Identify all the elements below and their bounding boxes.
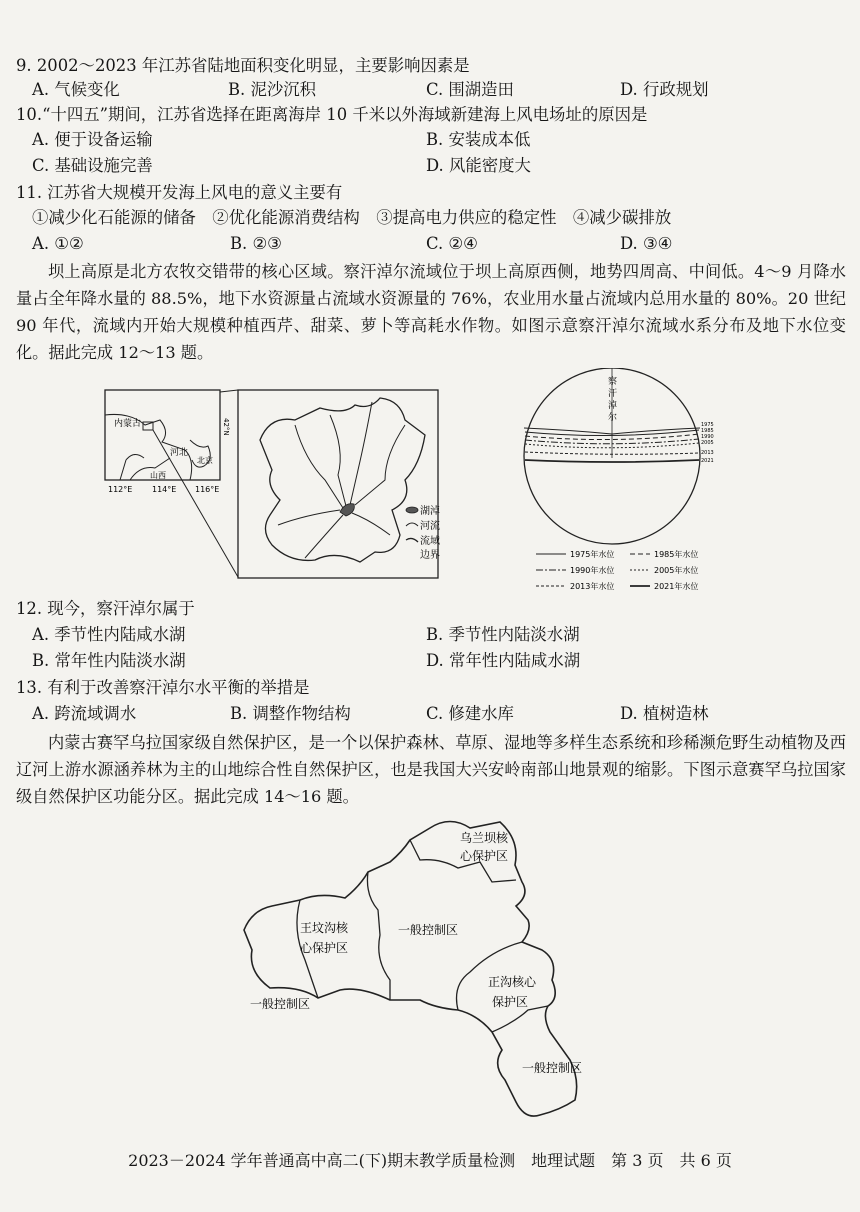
inset-label-beijing: 北京 bbox=[197, 456, 213, 465]
legend-river-symbol bbox=[406, 523, 418, 526]
q9-option-a: A. 气候变化 bbox=[32, 80, 120, 99]
q9-option-d: D. 行政规划 bbox=[620, 80, 709, 99]
inset-label-lon1: 112°E bbox=[108, 485, 133, 494]
basin-map-figure bbox=[100, 380, 440, 580]
page-footer: 2023－2024 学年普通高中高二(下)期末教学质量检测 地理试题 第 3 页 共 6 页 bbox=[128, 1151, 732, 1170]
profile-lake-name-2: 汗 bbox=[608, 389, 618, 399]
legend-river-label: 河流 bbox=[420, 521, 440, 532]
zone-label-general-center: 一般控制区 bbox=[398, 923, 459, 937]
inset-label-hebei: 河北 bbox=[170, 448, 189, 458]
basin-boundary bbox=[260, 398, 425, 562]
q12-option-d: D. 常年性内陆咸水湖 bbox=[426, 651, 581, 670]
legend-lake-label: 湖淖 bbox=[420, 506, 440, 517]
q12-stem: 12. 现今，察汗淖尔属于 bbox=[16, 599, 195, 618]
basin-map-frame bbox=[238, 390, 438, 578]
q13-stem: 13. 有利于改善察汗淖尔水平衡的举措是 bbox=[16, 678, 310, 697]
legend-boundary-label-1: 流域 bbox=[420, 536, 440, 547]
year-label-1990: 1990 bbox=[701, 434, 714, 440]
zone-label-zhenggou-1: 正沟核心 bbox=[488, 975, 537, 989]
inset-label-lon3: 116°E bbox=[195, 485, 220, 494]
water-level-profile bbox=[500, 368, 740, 594]
lake-chaganuoer bbox=[340, 504, 354, 516]
passage-chaganuoer: 坝上高原是北方农牧交错带的核心区域。察汗淖尔流域位于坝上高原西侧，地势四周高、中间低。4～9 月降水量占全年降水量的 88.5%，地下水资源量占流域水资源量的 76%，农业用水量占流域内总用水量的 80%。20 世纪 90 年代，流域内开始大规模种植西芹、甜菜、萝卜等高耗水作物。如图示意察汗淖尔流域水系分布及地下水位变化。据此完成 12～13 题。 bbox=[16, 262, 846, 362]
profile-lake-name-1: 察 bbox=[608, 377, 618, 387]
q12-option-b: B. 季节性内陆淡水湖 bbox=[426, 625, 580, 644]
profile-lake-name-4: 尔 bbox=[608, 413, 618, 423]
q13-option-a: A. 跨流域调水 bbox=[32, 704, 137, 723]
q9-stem: 9. 2002～2023 年江苏省陆地面积变化明显，主要影响因素是 bbox=[16, 56, 470, 75]
water-level-2021 bbox=[525, 460, 699, 462]
q12-option-c: B. 常年性内陆淡水湖 bbox=[32, 651, 186, 670]
zone-label-general-left: 一般控制区 bbox=[250, 997, 311, 1011]
legend-2005: 2005年水位 bbox=[654, 566, 699, 575]
river bbox=[305, 515, 343, 558]
reserve-zoning-map bbox=[230, 810, 630, 1130]
inset-label-nmg: 内蒙古 bbox=[114, 419, 142, 429]
zone-label-wulanba-2: 心保护区 bbox=[460, 849, 509, 863]
zone-label-wangjiagou-1: 王坟沟核 bbox=[300, 921, 349, 935]
q11-stem: 11. 江苏省大规模开发海上风电的意义主要有 bbox=[16, 183, 343, 202]
inset-label-lat: 42°N bbox=[222, 418, 230, 436]
legend-boundary-symbol bbox=[406, 538, 418, 542]
q10-option-a: A. 便于设备运输 bbox=[32, 130, 153, 149]
q11-option-d: D. ③④ bbox=[620, 234, 673, 253]
river bbox=[350, 402, 372, 505]
river bbox=[355, 425, 405, 505]
q11-option-a: A. ①② bbox=[32, 234, 84, 253]
zone-label-zhenggou-2: 保护区 bbox=[492, 995, 529, 1009]
river bbox=[278, 510, 340, 525]
q11-option-c: C. ②④ bbox=[426, 234, 478, 253]
q9-option-b: B. 泥沙沉积 bbox=[228, 80, 317, 99]
profile-lake-name-3: 淖 bbox=[608, 401, 618, 411]
passage-saihanwula: 内蒙古赛罕乌拉国家级自然保护区，是一个以保护森林、草原、湿地等多样生态系统和珍稀濒危野生动植物及西辽河上游水源涵养林为主的山地综合性自然保护区，也是我国大兴安岭南部山地景观的缩影。下图示意赛罕乌拉国家级自然保护区功能分区。据此完成 14～16 题。 bbox=[16, 733, 846, 806]
legend-1985: 1985年水位 bbox=[654, 550, 699, 559]
year-label-2021: 2021 bbox=[701, 458, 714, 464]
zone-boundary-zhenggou-bottom bbox=[492, 1006, 548, 1032]
river bbox=[352, 513, 390, 535]
inset-border-west bbox=[120, 454, 144, 480]
zone-label-wulanba-1: 乌兰坝核 bbox=[460, 831, 509, 845]
legend-1975: 1975年水位 bbox=[570, 550, 615, 559]
q13-option-c: C. 修建水库 bbox=[426, 704, 514, 723]
q11-items: ①减少化石能源的储备 ②优化能源消费结构 ③提高电力供应的稳定性 ④减少碳排放 bbox=[32, 208, 672, 227]
year-label-1985: 1985 bbox=[701, 428, 714, 434]
year-label-2013: 2013 bbox=[701, 450, 714, 456]
inset-label-shanxi: 山西 bbox=[150, 471, 166, 480]
q10-option-d: D. 风能密度大 bbox=[426, 156, 531, 175]
q10-option-c: C. 基础设施完善 bbox=[32, 156, 153, 175]
year-label-1975: 1975 bbox=[701, 422, 714, 428]
q11-option-b: B. ②③ bbox=[230, 234, 282, 253]
q12-option-a: A. 季节性内陆咸水湖 bbox=[32, 625, 186, 644]
connector-bottom bbox=[153, 430, 238, 577]
zone-label-general-bottom: 一般控制区 bbox=[522, 1061, 583, 1075]
legend-1990: 1990年水位 bbox=[570, 566, 615, 575]
river bbox=[295, 425, 343, 508]
connector-top bbox=[220, 390, 238, 392]
zone-boundary-wangjiagou bbox=[367, 872, 390, 1000]
q9-option-c: C. 围湖造田 bbox=[426, 80, 514, 99]
q13-option-d: D. 植树造林 bbox=[620, 704, 709, 723]
legend-2021: 2021年水位 bbox=[654, 582, 699, 591]
legend-2013: 2013年水位 bbox=[570, 582, 615, 591]
q10-option-b: B. 安装成本低 bbox=[426, 130, 531, 149]
legend-lake-symbol bbox=[406, 507, 418, 513]
inset-label-lon2: 114°E bbox=[152, 485, 177, 494]
q10-stem: 10.“十四五”期间，江苏省选择在距离海岸 10 千米以外海域新建海上风电场址的原因是 bbox=[16, 105, 648, 124]
q13-option-b: B. 调整作物结构 bbox=[230, 704, 351, 723]
zone-label-wangjiagou-2: 心保护区 bbox=[300, 941, 349, 955]
year-label-2005: 2005 bbox=[701, 440, 714, 446]
legend-boundary-label-2: 边界 bbox=[420, 550, 440, 561]
